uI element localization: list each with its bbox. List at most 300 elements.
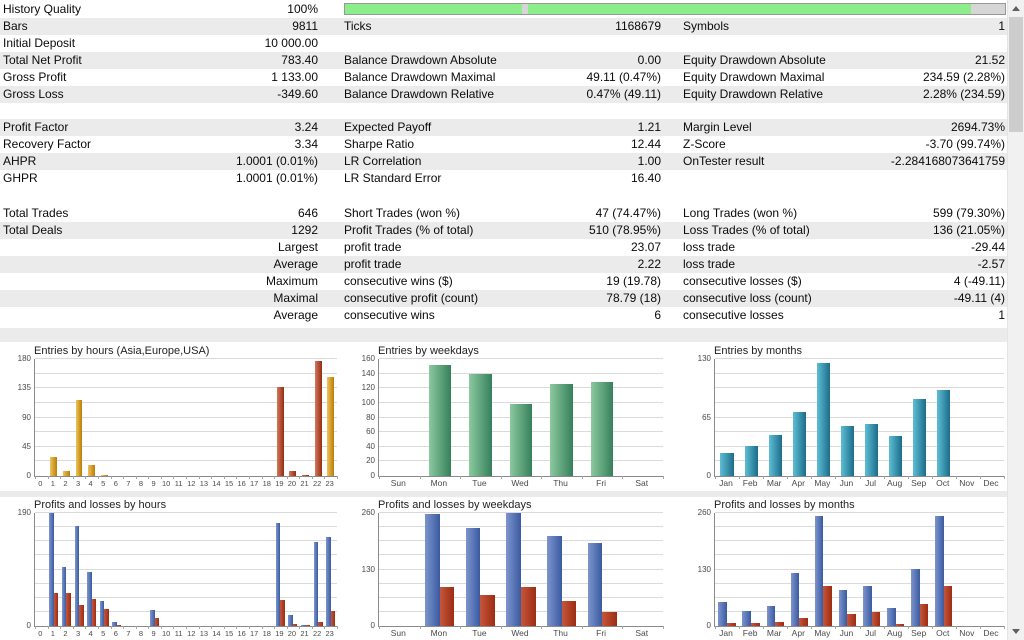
x-axis-label: 23 — [325, 479, 334, 488]
gridline — [715, 460, 1004, 461]
x-axis-label: Oct — [936, 628, 950, 638]
stats-section — [0, 1, 1007, 103]
bar-loss — [66, 593, 71, 626]
stat-value: 1.21 — [637, 120, 661, 134]
y-axis-label: 40 — [366, 441, 375, 451]
x-axis-label: Sat — [635, 478, 649, 488]
bar-entries — [302, 475, 309, 476]
stat-value: 136 (21.05%) — [932, 223, 1005, 237]
gridline — [379, 358, 663, 359]
stats-cell — [678, 35, 1007, 52]
bar-profit — [588, 543, 603, 626]
stats-cell — [678, 290, 1007, 307]
stat-value: 0.47% (49.11) — [586, 87, 661, 101]
bar-loss — [896, 624, 905, 626]
section-separator — [0, 328, 1007, 342]
bar-entries — [720, 453, 733, 476]
gridline — [715, 402, 1004, 403]
y-axis-label: 20 — [366, 456, 375, 466]
gridline — [35, 512, 337, 513]
stats-cell — [0, 222, 340, 239]
stats-row — [0, 273, 1007, 290]
x-axis-label: 1 — [50, 479, 55, 488]
stat-label: Total Net Profit — [3, 53, 82, 67]
stat-value: 1 133.00 — [271, 70, 318, 84]
x-axis-label: 23 — [325, 629, 334, 638]
chart-title: Entries by weekdays — [378, 345, 479, 357]
x-axis-label: 17 — [250, 479, 259, 488]
stats-cell — [0, 86, 340, 103]
stats-cell — [0, 18, 340, 35]
stats-cell — [340, 86, 678, 103]
stats-cell — [678, 18, 1007, 35]
x-axis-label: 21 — [300, 629, 309, 638]
y-axis-label: 120 — [361, 383, 375, 393]
x-axis-label: 22 — [312, 479, 322, 488]
stats-cell — [678, 307, 1007, 324]
bar-profit — [935, 516, 944, 626]
bar-loss — [318, 622, 323, 626]
bar-profit — [863, 586, 872, 626]
x-axis-label: Wed — [511, 478, 529, 488]
stat-value: 1.0001 (0.01%) — [235, 154, 318, 168]
scroll-down-button[interactable] — [1008, 623, 1024, 640]
bar-entries — [889, 436, 902, 476]
x-axis-label: 22 — [312, 629, 322, 638]
bar-entries — [429, 365, 451, 476]
axis-tick — [337, 626, 338, 629]
stats-row — [0, 222, 1007, 239]
stat-value: 100% — [287, 2, 318, 16]
stat-value: 47 (74.47%) — [595, 206, 661, 220]
x-axis-label: 5 — [101, 629, 106, 638]
y-axis-label: 0 — [706, 621, 711, 630]
stats-cell — [678, 69, 1007, 86]
stats-cell — [0, 52, 340, 69]
stats-cell — [678, 222, 1007, 239]
stats-cell — [678, 119, 1007, 136]
x-axis-label: Sun — [390, 478, 406, 488]
stats-row — [0, 307, 1007, 324]
gridline — [379, 554, 663, 555]
stats-cell — [678, 153, 1007, 170]
x-axis-label: 8 — [138, 629, 144, 638]
stats-cell — [340, 239, 678, 256]
x-axis-label: 12 — [187, 479, 196, 488]
x-axis-label: 14 — [212, 479, 221, 488]
stat-label: Total Deals — [3, 223, 63, 237]
stats-cell — [0, 256, 340, 273]
gridline — [715, 583, 1004, 584]
stat-label: Gross Loss — [3, 87, 64, 101]
gridline — [379, 512, 663, 513]
stats-cell — [340, 69, 678, 86]
gridline — [35, 583, 337, 584]
x-axis-label: 4 — [88, 629, 93, 638]
gridline — [715, 526, 1004, 527]
bar-entries — [550, 384, 572, 476]
y-axis-label: 0 — [370, 471, 375, 480]
vertical-scrollbar[interactable] — [1007, 0, 1024, 640]
x-axis-label: 13 — [199, 629, 209, 638]
gridline — [35, 387, 337, 388]
bar-loss — [92, 599, 97, 626]
x-axis-label: 10 — [161, 479, 171, 488]
stats-cell — [0, 273, 340, 290]
stat-label: Balance Drawdown Relative — [344, 87, 495, 101]
bar-loss — [280, 600, 285, 626]
stat-label: History Quality — [3, 2, 82, 16]
bar-entries — [315, 361, 322, 476]
stats-cell — [340, 18, 678, 35]
x-axis-label: Oct — [936, 478, 950, 488]
y-axis-label: 65 — [702, 412, 711, 422]
gridline — [715, 431, 1004, 432]
x-axis-label: 8 — [138, 479, 144, 488]
stat-value: -29.44 — [970, 240, 1005, 254]
stat-value: 9811 — [292, 19, 318, 33]
x-axis-label: Aug — [887, 478, 903, 488]
x-axis-label: 1 — [50, 629, 55, 638]
bar-profit — [314, 542, 319, 626]
x-axis-label: May — [814, 628, 831, 638]
x-axis-label: Sat — [635, 628, 649, 638]
bar-loss — [155, 618, 160, 626]
x-axis-label: 2 — [63, 479, 68, 488]
stats-cell — [678, 86, 1007, 103]
stats-row — [0, 35, 1007, 52]
bar-loss — [727, 623, 736, 626]
chart-5 — [352, 498, 666, 640]
scroll-up-button[interactable] — [1008, 0, 1024, 17]
gridline — [715, 569, 1004, 570]
stat-value: 16.40 — [630, 171, 661, 185]
x-axis-label: Dec — [983, 628, 999, 638]
gridline — [715, 417, 1004, 418]
stats-cell — [340, 273, 678, 290]
bar-loss — [480, 595, 495, 626]
x-axis-label: Sun — [390, 628, 406, 638]
stat-label: OnTester result — [683, 154, 765, 168]
stat-value: 2694.73% — [950, 120, 1005, 134]
stats-cell — [340, 119, 678, 136]
x-axis-label: 16 — [237, 629, 246, 638]
x-axis-label: Fri — [596, 478, 607, 488]
bar-loss — [920, 604, 929, 626]
gridline — [35, 358, 337, 359]
stat-label: Bars — [3, 19, 28, 33]
stat-value: 21.52 — [974, 53, 1005, 67]
stats-cell — [0, 69, 340, 86]
stat-value: Average — [273, 308, 318, 322]
gridline — [715, 540, 1004, 541]
x-axis-label: Aug — [887, 628, 903, 638]
stat-label: Long Trades (won %) — [683, 206, 798, 220]
y-axis-label: 45 — [22, 441, 31, 451]
stat-value: 10 000.00 — [264, 36, 318, 50]
stat-label: Total Trades — [3, 206, 69, 220]
x-axis-label: May — [814, 478, 831, 488]
chart-6 — [688, 498, 1007, 640]
x-axis-label: Mon — [430, 628, 448, 638]
chart-title: Profits and losses by weekdays — [378, 499, 532, 511]
bar-loss — [440, 587, 455, 626]
y-axis-label: 0 — [370, 621, 375, 630]
gridline — [379, 540, 663, 541]
chart-title: Profits and losses by months — [714, 499, 855, 511]
stats-cell — [678, 52, 1007, 69]
bar-loss — [293, 624, 298, 626]
x-axis-label: Feb — [742, 478, 758, 488]
stats-section — [0, 205, 1007, 324]
bar-loss — [562, 601, 577, 626]
stat-value: 49.11 (0.47%) — [586, 70, 661, 84]
y-axis-label: 90 — [22, 412, 31, 422]
x-axis-label: Jun — [839, 478, 854, 488]
bar-loss — [602, 612, 617, 626]
x-axis-label: 15 — [224, 479, 234, 488]
stats-cell — [340, 153, 678, 170]
stat-label: consecutive wins ($) — [344, 274, 453, 288]
stat-value: 78.79 (18) — [606, 291, 661, 305]
bar-loss — [847, 614, 856, 626]
chart-4 — [8, 498, 340, 640]
stats-cell — [340, 35, 678, 52]
progress-segment — [345, 4, 522, 14]
stat-label: Equity Drawdown Absolute — [683, 53, 826, 67]
bar-profit — [466, 528, 481, 626]
stats-cell — [340, 290, 678, 307]
bar-loss — [54, 593, 59, 626]
x-axis-label: Fri — [596, 628, 607, 638]
chart-plot-area — [378, 513, 663, 627]
bar-profit — [911, 569, 920, 626]
gridline — [715, 358, 1004, 359]
bar-profit — [839, 590, 848, 626]
y-axis-label: 130 — [361, 564, 375, 574]
stat-value: 12.44 — [630, 137, 661, 151]
stat-value: -2.57 — [977, 257, 1005, 271]
gridline — [35, 554, 337, 555]
bar-entries — [327, 377, 334, 476]
stats-cell — [340, 256, 678, 273]
stat-value: 0.00 — [637, 53, 661, 67]
stat-value: Maximum — [265, 274, 318, 288]
bar-profit — [547, 536, 562, 626]
stats-cell — [678, 273, 1007, 290]
stat-label: consecutive loss (count) — [683, 291, 812, 305]
stat-label: Balance Drawdown Maximal — [344, 70, 496, 84]
x-axis-label: 19 — [275, 629, 284, 638]
scrollbar-thumb[interactable] — [1009, 17, 1023, 132]
x-axis-label: 10 — [161, 629, 171, 638]
stat-label: AHPR — [3, 154, 37, 168]
stat-value: 510 (78.95%) — [588, 223, 661, 237]
bar-entries — [841, 426, 854, 476]
triangle-down-icon — [1012, 629, 1020, 634]
gridline — [379, 402, 663, 403]
x-axis-label: 17 — [250, 629, 259, 638]
stats-row — [0, 170, 1007, 187]
stat-label: Profit Factor — [3, 120, 69, 134]
stats-cell — [0, 239, 340, 256]
x-axis-label: Mon — [430, 478, 448, 488]
bar-entries — [745, 446, 758, 476]
stats-cell — [0, 307, 340, 324]
stats-row — [0, 136, 1007, 153]
y-axis-label: 130 — [697, 354, 711, 363]
stat-value: 783.40 — [281, 53, 318, 67]
y-axis-label: 130 — [697, 564, 711, 574]
stats-cell — [678, 256, 1007, 273]
bar-entries — [50, 457, 57, 476]
y-axis-label: 80 — [366, 412, 375, 422]
stat-label: Ticks — [344, 19, 372, 33]
stats-row — [0, 153, 1007, 170]
bar-loss — [104, 609, 109, 626]
stats-cell — [678, 205, 1007, 222]
stats-cell — [340, 222, 678, 239]
stats-cell — [678, 239, 1007, 256]
axis-tick — [337, 476, 338, 479]
x-axis-label: Dec — [983, 478, 999, 488]
gridline — [379, 569, 663, 570]
chart-title: Profits and losses by hours — [34, 499, 167, 511]
stat-value: 4 (-49.11) — [953, 274, 1005, 288]
stats-table — [0, 0, 1007, 324]
gridline — [35, 540, 337, 541]
gridline — [379, 373, 663, 374]
axis-tick — [663, 476, 664, 479]
chart-plot-area — [34, 359, 337, 477]
stat-label: Equity Drawdown Relative — [683, 87, 824, 101]
gridline — [715, 512, 1004, 513]
stat-value: -49.11 (4) — [953, 291, 1005, 305]
gridline — [379, 387, 663, 388]
chart-plot-area — [714, 359, 1004, 477]
stat-value: Maximal — [273, 291, 318, 305]
stat-value: 2.22 — [637, 257, 661, 271]
stat-label: profit trade — [344, 257, 402, 271]
stat-value: 646 — [297, 206, 318, 220]
stat-label: loss trade — [683, 257, 736, 271]
chart-title: Entries by hours (Asia,Europe,USA) — [34, 345, 210, 357]
x-axis-label: 0 — [38, 629, 43, 638]
x-axis-label: 11 — [174, 629, 183, 638]
bar-loss — [872, 612, 881, 626]
x-axis-label: 15 — [224, 629, 234, 638]
bar-loss — [117, 625, 122, 626]
stat-label: Sharpe Ratio — [344, 137, 415, 151]
x-axis-label: Jul — [865, 478, 876, 488]
y-axis-label: 100 — [361, 397, 375, 407]
stats-cell — [0, 153, 340, 170]
triangle-up-icon — [1012, 6, 1020, 11]
stats-cell — [678, 136, 1007, 153]
x-axis-label: 13 — [199, 479, 209, 488]
x-axis-label: 20 — [287, 629, 297, 638]
bar-entries — [937, 390, 950, 476]
stat-value: -349.60 — [277, 87, 318, 101]
stat-value: 19 (19.78) — [606, 274, 661, 288]
x-axis-label: Apr — [791, 478, 805, 488]
gridline — [35, 569, 337, 570]
bar-loss — [799, 618, 808, 626]
x-axis-label: Thu — [553, 628, 568, 638]
bar-entries — [88, 465, 95, 476]
bar-profit — [791, 573, 800, 626]
x-axis-label: 19 — [275, 479, 284, 488]
stats-row — [0, 205, 1007, 222]
bar-entries — [277, 387, 284, 476]
x-axis-label: 4 — [88, 479, 93, 488]
x-axis-label: Jul — [865, 628, 876, 638]
x-axis-label: Tue — [472, 478, 487, 488]
stats-cell — [340, 205, 678, 222]
stat-label: Loss Trades (% of total) — [683, 223, 810, 237]
x-axis-label: 9 — [151, 629, 156, 638]
gridline — [715, 554, 1004, 555]
x-axis-label: 16 — [237, 479, 246, 488]
gridline — [715, 446, 1004, 447]
bar-entries — [591, 382, 613, 476]
stats-row — [0, 119, 1007, 136]
stat-label: consecutive losses ($) — [683, 274, 802, 288]
stat-label: Symbols — [683, 19, 730, 33]
x-axis-label: 12 — [187, 629, 196, 638]
stat-label: GHPR — [3, 171, 38, 185]
bar-profit — [767, 606, 776, 626]
x-axis-label: 7 — [126, 629, 131, 638]
x-axis-label: 18 — [262, 479, 271, 488]
stat-value: 23.07 — [630, 240, 661, 254]
gridline — [35, 597, 337, 598]
stat-value: Average — [273, 257, 318, 271]
stats-row — [0, 18, 1007, 35]
stat-label: Margin Level — [683, 120, 752, 134]
stat-value: 3.34 — [294, 137, 318, 151]
bar-loss — [331, 611, 336, 626]
progress-segment — [528, 4, 970, 14]
stats-cell — [0, 205, 340, 222]
stats-cell — [0, 290, 340, 307]
stats-cell — [0, 1, 340, 18]
bar-loss — [823, 586, 832, 626]
bar-profit — [815, 516, 824, 626]
gridline — [35, 373, 337, 374]
gridline — [715, 387, 1004, 388]
x-axis-label: Mar — [766, 628, 782, 638]
stat-label: LR Standard Error — [344, 171, 442, 185]
stats-cell — [678, 170, 1007, 187]
stat-label: loss trade — [683, 240, 736, 254]
bar-loss — [775, 622, 784, 626]
x-axis-label: Wed — [511, 628, 529, 638]
gridline — [715, 597, 1004, 598]
x-axis-label: 0 — [38, 479, 43, 488]
stats-row — [0, 290, 1007, 307]
stats-cell — [340, 307, 678, 324]
x-axis-label: 20 — [287, 479, 297, 488]
stat-value: 1 — [998, 308, 1005, 322]
stats-cell — [0, 35, 340, 52]
x-axis-label: Tue — [472, 628, 487, 638]
stat-label: Recovery Factor — [3, 137, 92, 151]
stats-section — [0, 119, 1007, 187]
stat-value: -2.284168073641759 — [890, 154, 1005, 168]
axis-tick — [1004, 476, 1005, 479]
gridline — [35, 526, 337, 527]
